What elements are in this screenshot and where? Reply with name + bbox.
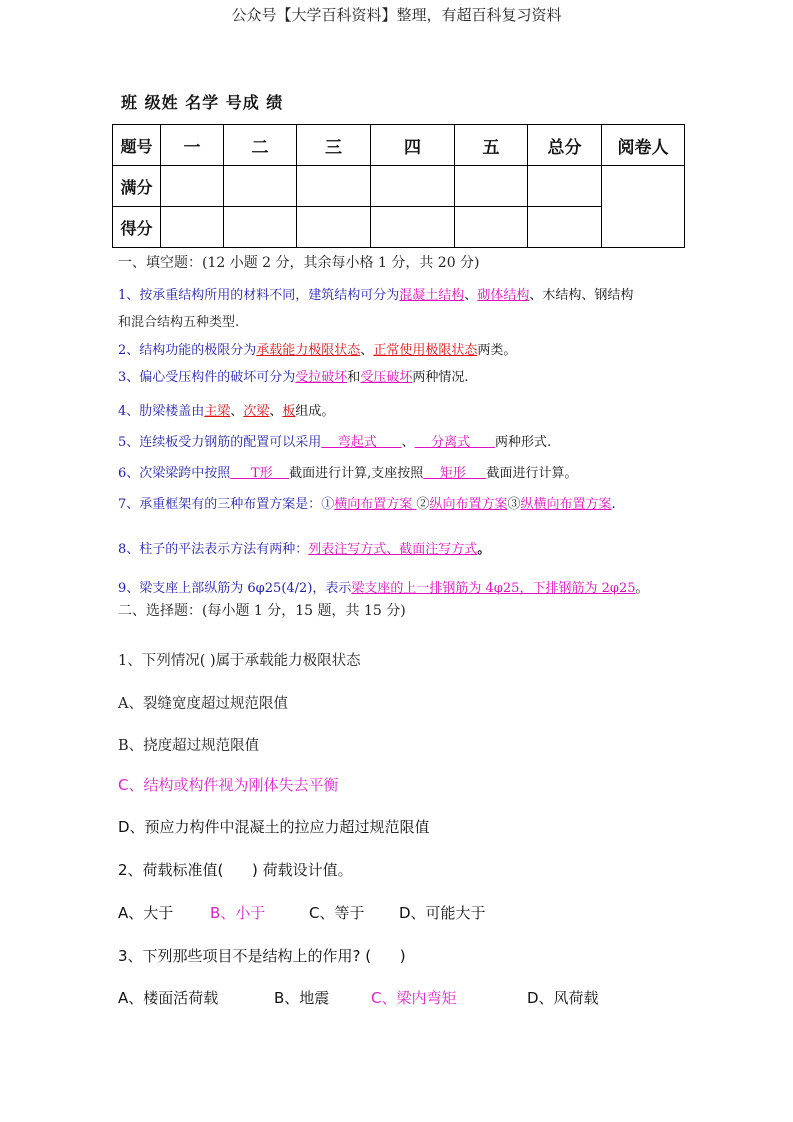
fill-question-8: 8、柱子的平法表示方法有两种：列表注写方式、截面注写方式。 — [118, 542, 491, 557]
choice-option-c: C、等于 — [309, 904, 365, 922]
fill-question-1: 1、按承重结构所用的材料不同，建筑结构可分为混凝土结构、砌体结构、木结构、钢结构 — [118, 288, 634, 303]
answer-blank: 横向布置方案 — [334, 497, 417, 512]
fill-question-6: 6、次梁梁跨中按照 T形 截面进行计算,支座按照 矩形 截面进行计算。 — [118, 466, 578, 481]
answer-blank: 梁支座的上一排钢筋为 4φ25，下排钢筋为 2φ25 — [351, 581, 636, 596]
fill-question-7: 7、承重框架有的三种布置方案是：①横向布置方案 ②纵向布置方案③纵横向布置方案. — [118, 497, 616, 512]
choice-option-b-answer: B、小于 — [210, 904, 266, 922]
score-cell — [528, 166, 602, 207]
header-cell: 四 — [371, 125, 455, 166]
fill-question-5: 5、连续板受力钢筋的配置可以采用 弯起式 、 分离式 两种形式. — [118, 435, 552, 450]
choice-option-d: D、风荷载 — [527, 989, 599, 1007]
score-table-row — [113, 166, 685, 207]
section-heading: 一、填空题：(12 小题 2 分，其余每小格 1 分，共 20 分) — [118, 255, 480, 271]
score-cell — [297, 207, 371, 248]
score-cell — [455, 166, 528, 207]
score-cell — [161, 166, 224, 207]
answer-blank: 主梁 — [204, 404, 231, 419]
answer-blank: 纵横向布置方案 — [520, 497, 612, 512]
fill-question-3: 3、偏心受压构件的破坏可分为受拉破坏和受压破坏两种情况. — [118, 370, 469, 385]
header-cell: 五 — [455, 125, 528, 166]
answer-blank: 受拉破坏 — [295, 370, 348, 385]
header-cell: 阅卷人 — [602, 125, 685, 166]
answer-blank: 混凝土结构 — [399, 288, 465, 303]
choice-option-d: D、预应力构件中混凝土的拉应力超过规范限值 — [118, 818, 430, 836]
choice-option-a: A、大于 — [118, 904, 174, 922]
answer-blank: 正常使用极限状态 — [373, 343, 478, 358]
choice-option-a: A、楼面活荷载 — [118, 989, 219, 1007]
section-heading: 二、选择题：(每小题 1 分，15 题，共 15 分) — [118, 603, 406, 619]
choice-option-b: B、挠度超过规范限值 — [118, 738, 260, 754]
header-cell: 总分 — [528, 125, 602, 166]
row-label: 得分 — [113, 207, 161, 248]
answer-blank: 分离式 — [414, 435, 495, 450]
score-cell — [371, 207, 455, 248]
score-cell — [297, 166, 371, 207]
fill-question-1-cont: 和混合结构五种类型. — [118, 315, 240, 330]
choice-question-2-stem: 2、荷载标准值( ) 荷载设计值。 — [118, 861, 353, 879]
page-header: 公众号【大学百科资料】整理，有超百科复习资料 — [231, 6, 562, 24]
answer-blank: 砌体结构 — [477, 288, 530, 303]
score-cell — [224, 166, 297, 207]
score-cell — [224, 207, 297, 248]
grader-cell — [602, 166, 685, 248]
answer-blank: 次梁 — [243, 404, 270, 419]
score-cell — [371, 166, 455, 207]
header-cell: 二 — [224, 125, 297, 166]
answer-blank: 列表注写方式、截面注写方式 — [308, 542, 478, 557]
answer-blank: 承载能力极限状态 — [256, 343, 361, 358]
choice-option-c-answer: C、梁内弯矩 — [371, 989, 457, 1007]
choice-option-b: B、地震 — [274, 989, 330, 1007]
score-cell — [161, 207, 224, 248]
answer-blank: 受压破坏 — [360, 370, 413, 385]
choice-question-3-stem: 3、下列那些项目不是结构上的作用? ( ) — [118, 947, 406, 965]
fill-question-2: 2、结构功能的极限分为承载能力极限状态、正常使用极限状态两类。 — [118, 343, 517, 358]
score-table-header-row — [113, 125, 685, 166]
student-info-line: 班 级姓 名学 号成 绩 — [121, 93, 284, 112]
fill-question-4: 4、肋梁楼盖由主梁、次梁、板组成。 — [118, 404, 335, 419]
score-table-row — [113, 207, 685, 248]
score-cell — [528, 207, 602, 248]
score-cell — [455, 207, 528, 248]
header-cell: 三 — [297, 125, 371, 166]
answer-blank: 弯起式 — [321, 435, 402, 450]
header-cell: 一 — [161, 125, 224, 166]
answer-blank: T形 — [230, 466, 290, 481]
answer-blank: 板 — [282, 404, 296, 419]
row-label: 满分 — [113, 166, 161, 207]
choice-option-c-answer: C、结构或构件视为刚体失去平衡 — [118, 776, 339, 794]
choice-option-d: D、可能大于 — [399, 904, 486, 922]
choice-option-a: A、裂缝宽度超过规范限值 — [118, 696, 288, 712]
choice-question-1-stem: 1、下列情况( )属于承载能力极限状态 — [118, 653, 361, 669]
answer-blank: 纵向布置方案 — [429, 497, 508, 512]
fill-question-9: 9、梁支座上部纵筋为 6φ25(4/2)，表示梁支座的上一排钢筋为 4φ25，下排钢筋为 2φ25。 — [118, 581, 649, 596]
score-table — [112, 124, 685, 248]
header-cell: 题号 — [113, 125, 161, 166]
answer-blank: 矩形 — [423, 466, 487, 481]
